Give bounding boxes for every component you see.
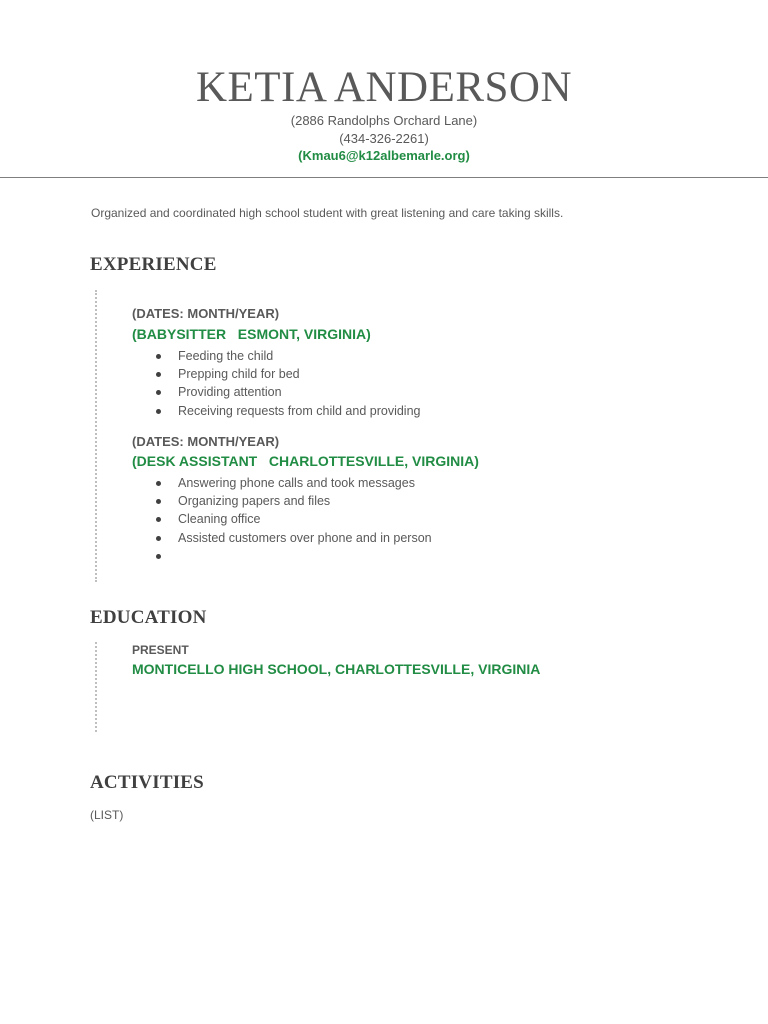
bullet-icon [156,554,161,559]
list-item: Prepping child for bed [155,365,421,383]
bullet-icon [156,354,161,359]
activities-list: (LIST) [90,808,124,822]
objective-statement: Organized and coordinated high school student with great listening and care taking skills. [91,206,564,220]
list-item: Cleaning office [155,510,432,528]
candidate-name: KETIA ANDERSON [195,64,573,111]
list-item: Feeding the child [155,347,421,365]
job-2-dates: (DATES: MONTH/YEAR) [132,434,280,449]
list-item: Providing attention [155,383,421,401]
contact-email: (Kmau6@k12albemarle.org) [298,148,470,163]
job-2-bullet-list [155,474,432,565]
bullet-icon [156,536,161,541]
contact-address: (2886 Randolphs Orchard Lane) [290,113,478,128]
education-status: PRESENT [132,643,189,657]
bullet-icon [156,390,161,395]
education-school: MONTICELLO HIGH SCHOOL, CHARLOTTESVILLE, VIRGINIA [132,661,541,677]
job-1-title: (BABYSITTER ESMONT, VIRGINIA) [132,326,371,342]
bullet-icon [156,499,161,504]
list-item: Receiving requests from child and providing [155,402,421,420]
job-1-dates: (DATES: MONTH/YEAR) [132,306,280,321]
experience-divider-line [95,290,97,582]
bullet-icon [156,409,161,414]
activities-heading: ACTIVITIES [90,772,204,793]
experience-heading: EXPERIENCE [90,254,217,275]
list-item [155,547,432,565]
job-1-bullet-list [155,347,421,420]
list-item: Organizing papers and files [155,492,432,510]
list-item: Assisted customers over phone and in person [155,529,432,547]
bullet-icon [156,481,161,486]
bullet-icon [156,517,161,522]
education-heading: EDUCATION [90,607,207,628]
job-2-title: (DESK ASSISTANT CHARLOTTESVILLE, VIRGINIA) [132,453,479,469]
bullet-icon [156,372,161,377]
contact-phone: (434-326-2261) [339,131,429,146]
education-divider-line [95,642,97,732]
header-divider [0,177,768,178]
list-item: Answering phone calls and took messages [155,474,432,492]
